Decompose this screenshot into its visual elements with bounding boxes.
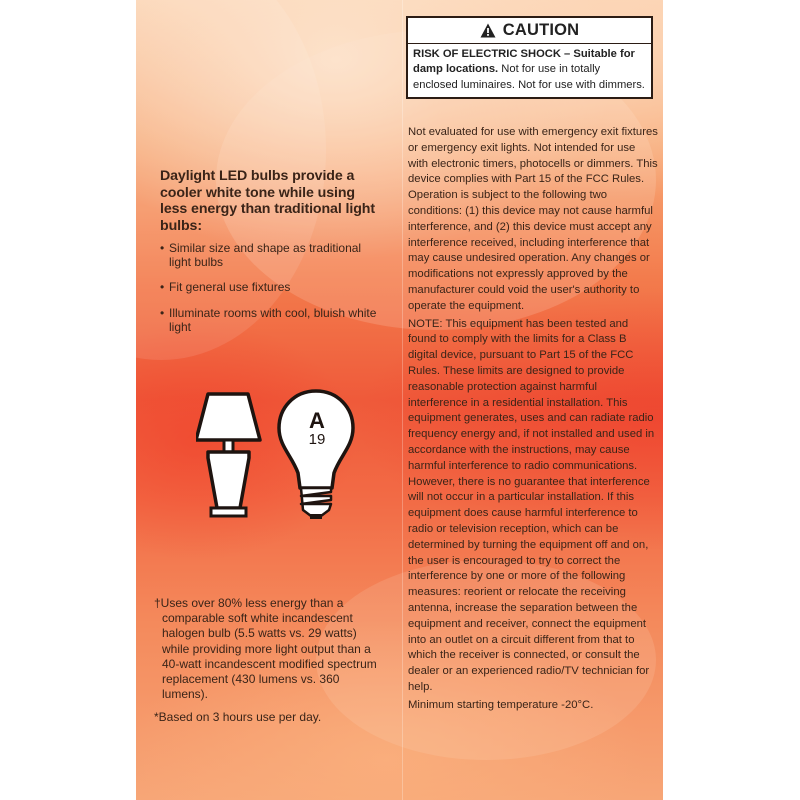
caution-header	[408, 18, 651, 44]
footnotes	[154, 596, 384, 726]
bulb-shape-number: 19	[308, 431, 326, 448]
energy-footnote: †Uses over 80% less energy than a comparable soft white incandescent halogen bulb (5.5 watts vs. 29 watts) while providing more light output than a 40-watt incandescent modified spectrum replacement (430 lumens vs. 360 lumens).	[154, 596, 377, 702]
caution-box	[406, 16, 653, 99]
feature-item: • Illuminate rooms with cool, bluish white light	[160, 306, 384, 334]
warning-triangle-icon	[480, 23, 496, 38]
feature-item: • Similar size and shape as traditional light bulbs	[160, 241, 384, 269]
caution-title: CAUTION	[502, 21, 580, 39]
legal-paragraph-fcc: Not evaluated for use with emergency exit fixtures or emergency exit lights. Not intended for use with electronic timers, photocells or dimmers. This device complies with Part 15 of the FCC Rules. Operation is subject to the following two conditions: (1) this device may not cause harmful interference, and (2) this device must accept any interference received, including interference that may cause undesired operation. Any changes or modifications not expressly approved by the manufacturer could void the user's authority to operate the equipment.	[408, 126, 658, 312]
feature-item: • Fit general use fixtures	[160, 280, 384, 294]
legal-paragraph-note: NOTE: This equipment has been tested and found to comply with the limits for a Class B digital device, pursuant to Part 15 of the FCC Rules. These limits are designed to provide reasonable protection against harmful interference in a residential installation. This equipment generates, uses and can radiate radio frequency energy and, if not installed and used in accordance with the instructions, may cause harmful interference to radio communications. However, there is no guarantee that interference will not occur in a particular installation. If this equipment does cause harmful interference to radio or television reception, which can be determined by turning the equipment off and on, the user is encouraged to try to correct the interference by one or more of the following measures: reorient or relocate the receiving antenna, increase the separation between the equipment and receiver, connect the equipment into an outlet on a circuit different from that to which the receiver is connected, or consult the dealer or an experienced radio/TV technician for help.	[408, 317, 655, 693]
bulb-shape-letter: A	[309, 408, 325, 433]
legal-paragraph-temperature: Minimum starting temperature -20°C.	[408, 698, 594, 711]
caution-bold-text: RISK OF ELECTRIC SHOCK – Suitable for damp locations.	[413, 48, 635, 76]
caution-text: Not for use in totally enclosed luminaires. Not for use with dimmers.	[413, 63, 645, 91]
product-icons	[196, 388, 366, 528]
intro-heading: Daylight LED bulbs provide a cooler white tone while using less energy than traditional light bulbs:	[160, 168, 375, 234]
product-description	[160, 168, 384, 345]
caution-body	[408, 44, 651, 97]
packaging-panel	[136, 0, 663, 800]
feature-list	[160, 241, 384, 334]
column-divider	[402, 0, 403, 800]
usage-footnote: *Based on 3 hours use per day.	[154, 710, 322, 725]
legal-text	[408, 125, 658, 715]
bulb-shape-label	[304, 410, 330, 448]
